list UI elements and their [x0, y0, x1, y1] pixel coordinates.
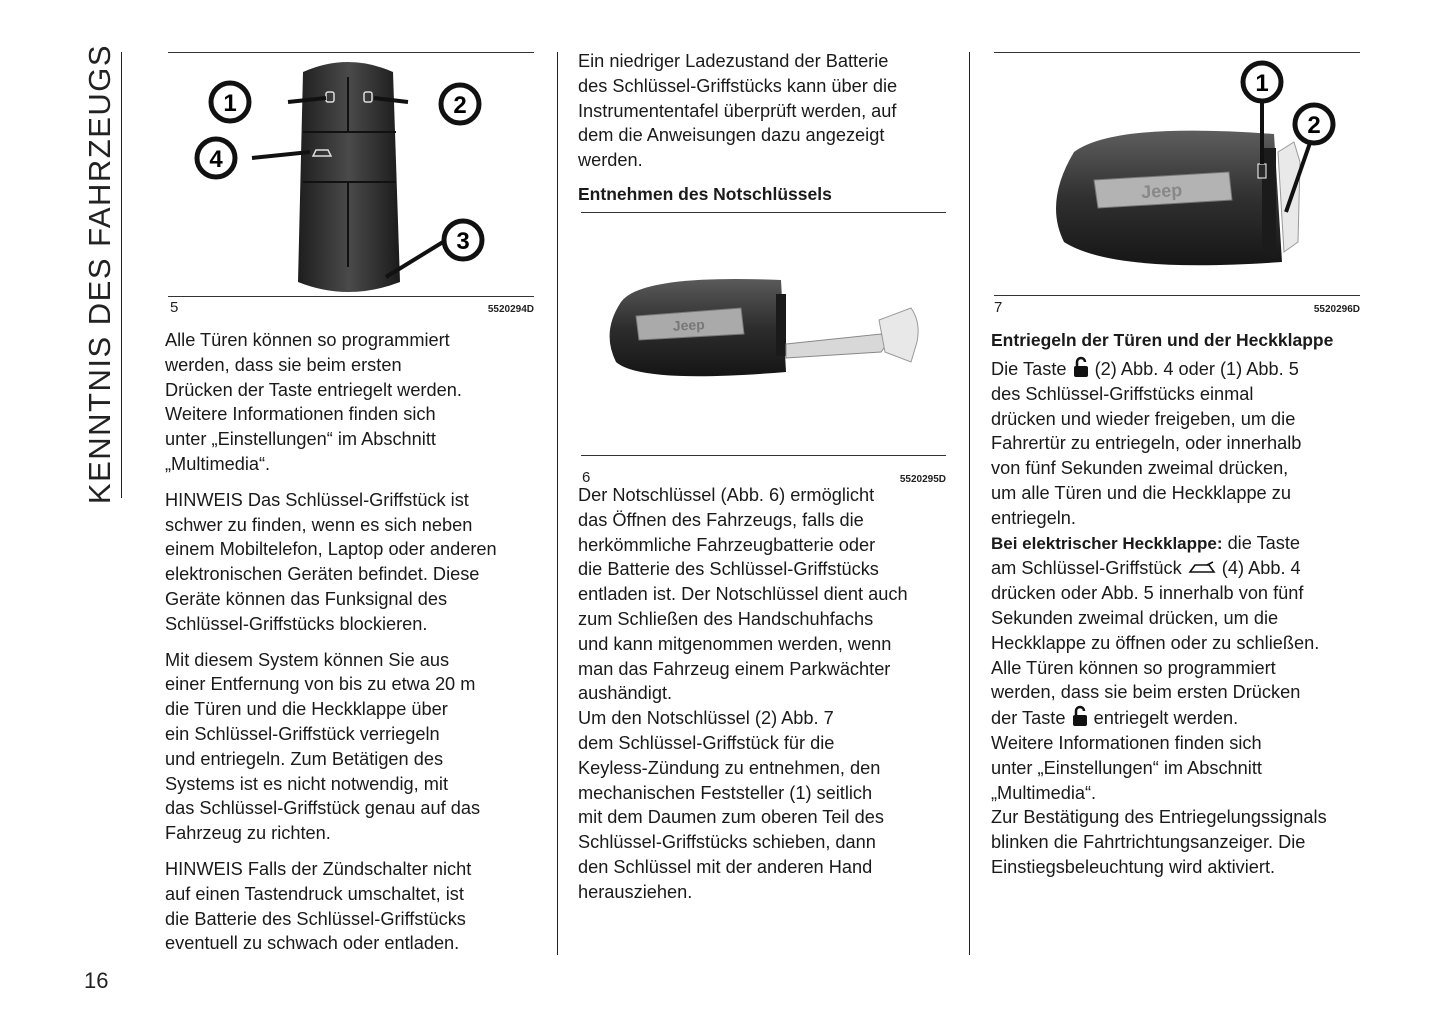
- column-2-body: [578, 483, 963, 905]
- callout-3-label: 3: [456, 228, 470, 255]
- figure-number: 5: [170, 299, 179, 316]
- callout-4-label: 4: [209, 146, 223, 173]
- figure-code: 5520295D: [899, 474, 946, 485]
- liftgate-icon: [1187, 561, 1217, 577]
- col3-paragraph: Die Taste (2) Abb. 4 oder (1) Abb. 5 des Schlüssel-Griffstücks einmal drücken und wieder freigeben, um die Fahrertür zu entriegeln, oder innerhalb von fünf Sekunden zweimal drücken, um alle Türen und die Heckklappe zu entriegeln. Bei elektrischer Heckklappe: die Taste am Schlüssel-Griffstück (4) Abb. 4 drücken oder Abb. 5 innerhalb von fünf Sekunden zweimal drücken, um die Heckklappe zu öffnen oder zu schließen. Alle Türen können so programmiert werden, dass sie beim ersten Drücken der Taste entriegelt werden. Weitere Informationen finden sich unter „Einstellungen“ im Abschnitt „Multimedia“. Zur Bestätigung des Entriegelungssignals blinken die Fahrtrichtungsanzeiger. Die Einstiegsbeleuchtung wird aktiviert.: [991, 356, 1376, 880]
- figure-code: 5520294D: [487, 304, 534, 315]
- key-release-illustration: [994, 52, 1360, 296]
- column-divider: [557, 52, 558, 955]
- figure-bottom-rule: [581, 455, 946, 456]
- col1-paragraph: Mit diesem System können Sie aus einer Entfernung von bis zu etwa 20 m die Türen und die Heckklappe über ein Schlüssel-Griffstück verriegeln und entriegeln. Zum Betätigen des Systems ist es nicht notwendig, mit das Schlüssel-Griffstück genau auf das Fahrzeug zu richten.: [165, 649, 481, 844]
- jeep-logo: Jeep: [1140, 179, 1183, 203]
- col2-paragraph: Ein niedriger Ladezustand der Batterie des Schlüssel-Griffstücks kann über die Instrumententafel überprüft werden, auf dem die Anweisungen dazu angezeigt werden.: [578, 51, 898, 171]
- figure-bottom-rule: [168, 296, 534, 297]
- section-heading: Entriegeln der Türen und der Heckklappe: [991, 330, 1334, 350]
- callout-1-label: 1: [223, 90, 237, 117]
- emergency-key-illustration: [581, 212, 946, 452]
- figure-bottom-rule: [994, 295, 1360, 296]
- chapter-rule: [121, 52, 122, 498]
- column-2-intro: [578, 49, 958, 173]
- col2-paragraph: Der Notschlüssel (Abb. 6) ermöglicht das Öffnen des Fahrzeugs, falls die herkömmliche Fahrzeugbatterie oder die Batterie des Schlüssel-Griffstücks entladen ist. Der Notschlüssel dient auch zum Schließen des Handschuhfachs und kann mitgenommen werden, wenn man das Fahrzeug einem Parkwächter aushändigt.: [578, 485, 908, 704]
- col1-note-paragraph: HINWEIS Das Schlüssel-Griffstück ist schwer zu finden, wenn es sich neben einem Mobiltelefon, Laptop oder anderen elektronischen Geräten befindet. Diese Geräte können das Funksignal des Schlüssel-Griffstücks blockieren.: [165, 489, 497, 634]
- column-divider: [969, 52, 970, 955]
- column-1: [165, 328, 550, 956]
- figure-code: 5520296D: [1313, 304, 1360, 315]
- figure-number: 7: [994, 299, 1003, 316]
- section-heading: Entnehmen des Notschlüssels: [578, 184, 832, 204]
- figure-6: [581, 212, 946, 484]
- callout-2-label: 2: [1307, 112, 1321, 139]
- unlock-icon: [1071, 705, 1089, 727]
- chapter-title: [80, 43, 120, 505]
- figure-number: 6: [582, 469, 591, 486]
- chapter-title-text: KENNTNIS DES FAHRZEUGS: [82, 43, 117, 505]
- jeep-logo: Jeep: [672, 316, 706, 334]
- col1-note-paragraph: HINWEIS Falls der Zündschalter nicht auf einen Tastendruck umschaltet, ist die Batterie des Schlüssel-Griffstücks eventuell zu schwach oder entladen.: [165, 858, 472, 954]
- unlock-icon: [1072, 356, 1090, 378]
- figure-5: [168, 52, 534, 317]
- callout-1-label: 1: [1255, 70, 1269, 97]
- col1-paragraph: Alle Türen können so programmiert werden, dass sie beim ersten Drücken der Taste entriegelt werden. Weitere Informationen finden sich unter „Einstellungen“ im Abschnitt „Multimedia“.: [165, 330, 462, 474]
- column-3: [991, 356, 1376, 880]
- col2-paragraph: Um den Notschlüssel (2) Abb. 7 dem Schlüssel-Griffstück für die Keyless-Zündung zu entnehmen, den mechanischen Feststeller (1) seitlich mit dem Daumen zum oberen Teil des Schlüssel-Griffstücks schieben, dann den Schlüssel mit der anderen Hand herausziehen.: [578, 708, 884, 902]
- key-fob-illustration: [168, 52, 534, 297]
- figure-7: [994, 52, 1360, 320]
- callout-2-label: 2: [453, 92, 467, 119]
- page-number: 16: [84, 968, 109, 993]
